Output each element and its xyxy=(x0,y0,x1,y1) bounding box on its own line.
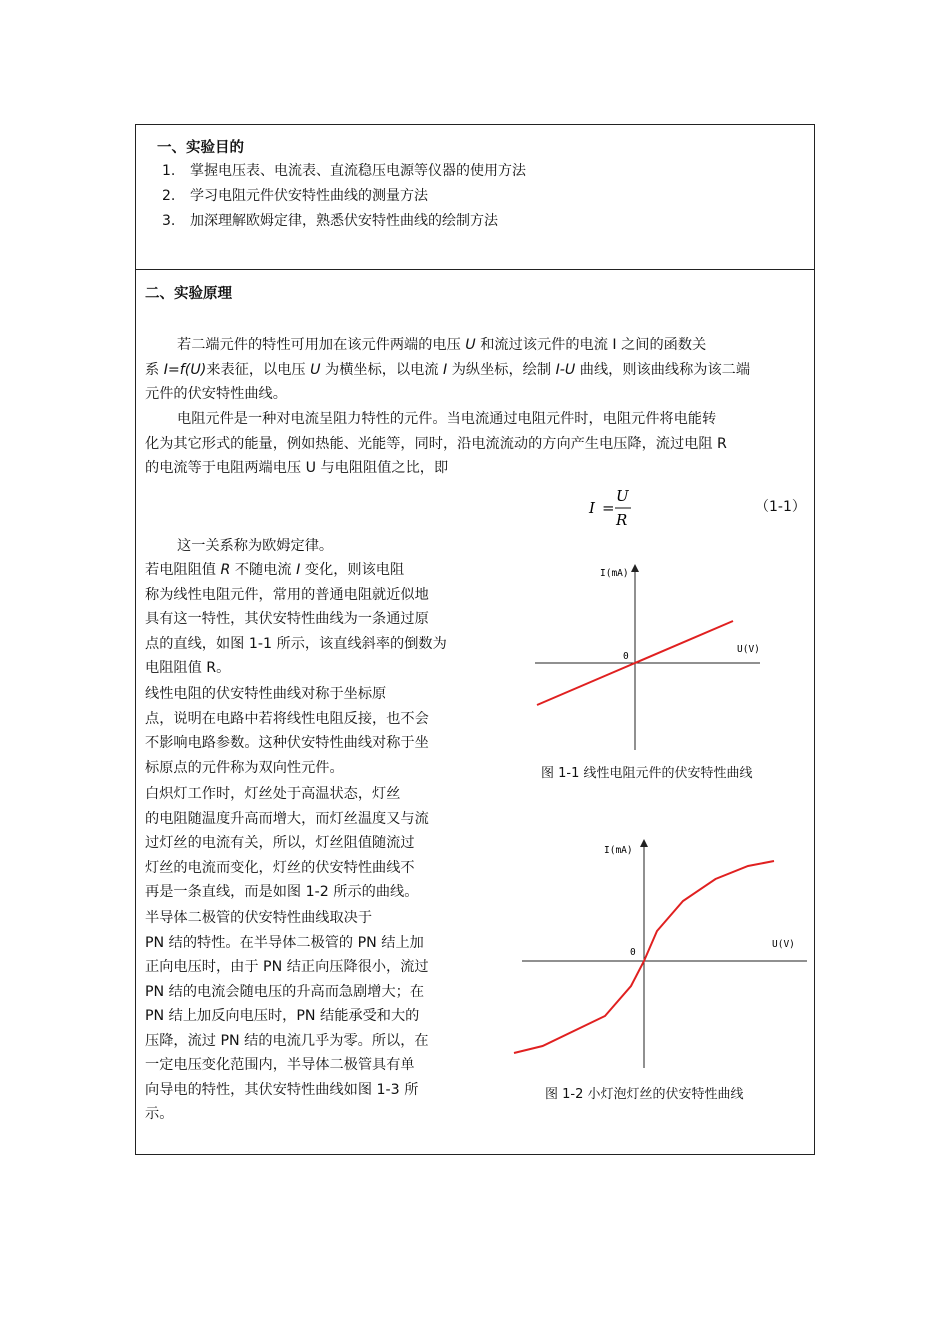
text: PN 结上加反向电压时，PN 结能承受和大的 xyxy=(145,1008,420,1024)
text: 电阻元件是一种对电流呈阻力特性的元件。当电流通过电阻元件时，电阻元件将电能转 xyxy=(177,411,717,427)
list-item-number: 3. xyxy=(162,213,176,229)
figure-1-1-caption: 图 1-1 线性电阻元件的伏安特性曲线 xyxy=(541,766,753,781)
text: 电阻阻值 R。 xyxy=(145,660,231,676)
list-item-number: 1. xyxy=(162,163,176,179)
list-item xyxy=(162,210,498,230)
y-axis-label: I(mA) xyxy=(604,845,633,856)
y-axis-label: I(mA) xyxy=(600,568,629,579)
text: U xyxy=(310,361,321,378)
text: 过灯丝的电流有关，所以，灯丝阻值随流过 xyxy=(145,835,415,851)
text: I xyxy=(296,562,301,578)
text: 曲线，则该曲线称为该二端 xyxy=(579,361,751,378)
text: 示。 xyxy=(145,1106,174,1122)
list-item-text: 掌握电压表、电流表、直流稳压电源等仪器的使用方法 xyxy=(190,163,526,179)
ohm-equation xyxy=(585,484,645,532)
text: 线性电阻的伏安特性曲线对称于坐标原 xyxy=(145,686,387,702)
text: 和流过该元件的电流 I 之间的函数关 xyxy=(480,337,707,353)
origin-label: 0 xyxy=(623,651,629,662)
text: I xyxy=(443,361,448,378)
text: 再是一条直线，而是如图 1-2 所示的曲线。 xyxy=(145,884,419,900)
text: 一定电压变化范围内，半导体二极管具有单 xyxy=(145,1057,415,1073)
x-axis-label: U(V) xyxy=(772,939,795,950)
list-item-text: 加深理解欧姆定律，熟悉伏安特性曲线的绘制方法 xyxy=(190,213,498,229)
figure-1-2-chart xyxy=(512,835,812,1070)
text: R xyxy=(220,562,231,578)
text: 正向电压时，由于 PN 结正向压降很小，流过 xyxy=(145,959,429,975)
text: 向导电的特性，其伏安特性曲线如图 1-3 所 xyxy=(145,1081,419,1098)
list-item xyxy=(162,185,428,205)
text: 这一关系称为欧姆定律。 xyxy=(177,538,334,554)
equation-eq: = xyxy=(602,499,615,517)
text: PN 结的特性。在半导体二极管的 PN 结上加 xyxy=(145,934,424,951)
figure-1-1-chart xyxy=(525,560,765,755)
text: PN 结的电流会随电压的升高而急剧增大；在 xyxy=(145,983,425,1000)
text: 白炽灯工作时，灯丝处于高温状态，灯丝 xyxy=(145,786,401,802)
text: 为横坐标，以电流 xyxy=(325,361,439,378)
list-item xyxy=(162,160,526,180)
text: 若电阻阻值 xyxy=(145,562,216,578)
text: I=f(U) xyxy=(163,361,207,378)
text: 为纵坐标，绘制 xyxy=(451,361,552,378)
equation-label: （1-1） xyxy=(755,499,806,515)
text: 压降，流过 PN 结的电流几乎为零。所以，在 xyxy=(145,1032,429,1049)
section2-title: 二、实验原理 xyxy=(145,286,232,302)
table-divider xyxy=(135,269,815,270)
text: 灯丝的电流而变化，灯丝的伏安特性曲线不 xyxy=(145,859,415,876)
equation-lhs: I xyxy=(589,499,595,517)
paragraph-7 xyxy=(145,906,488,1127)
text: 半导体二极管的伏安特性曲线取决于 xyxy=(145,910,373,926)
text: 称为线性电阻元件，常用的普通电阻就近似地 xyxy=(145,586,429,603)
paragraph-6 xyxy=(145,782,488,905)
list-item-number: 2. xyxy=(162,188,176,204)
text: 系 xyxy=(145,361,160,378)
text: 不影响电路参数。这种伏安特性曲线对称于坐 xyxy=(145,735,429,751)
text: 变化，则该电阻 xyxy=(304,562,405,578)
paragraph-1 xyxy=(145,333,807,407)
equation-numerator: U xyxy=(616,487,629,505)
text: 点的直线，如图 1-1 所示，该直线斜率的倒数为 xyxy=(145,635,447,652)
paragraph-3 xyxy=(145,534,807,559)
origin-label: 0 xyxy=(630,947,636,958)
text: I-U xyxy=(555,361,576,378)
text: 不随电流 xyxy=(234,562,292,578)
text: 元件的伏安特性曲线。 xyxy=(145,386,287,402)
text: 具有这一特性，其伏安特性曲线为一条通过原 xyxy=(145,611,429,627)
equation-denominator: R xyxy=(616,511,628,529)
figure-1-2-caption: 图 1-2 小灯泡灯丝的伏安特性曲线 xyxy=(545,1087,744,1102)
text: 来表征，以电压 xyxy=(206,361,306,378)
paragraph-2 xyxy=(145,407,807,481)
text: 的电阻随温度升高而增大，而灯丝温度又与流 xyxy=(145,810,429,827)
x-axis-label: U(V) xyxy=(737,644,760,655)
text: 化为其它形式的能量，例如热能、光能等，同时，沿电流流动的方向产生电压降，流过电阻 R xyxy=(145,435,727,452)
text: 若二端元件的特性可用加在该元件两端的电压 xyxy=(177,337,461,353)
paragraph-4 xyxy=(145,558,488,681)
list-item-text: 学习电阻元件伏安特性曲线的测量方法 xyxy=(190,188,428,204)
paragraph-5 xyxy=(145,682,488,780)
text: U xyxy=(465,337,476,353)
text: 标原点的元件称为双向性元件。 xyxy=(145,759,344,776)
text: 的电流等于电阻两端电压 U 与电阻阻值之比，即 xyxy=(145,460,449,476)
text: 点，说明在电路中若将线性电阻反接，也不会 xyxy=(145,710,429,727)
section1-title: 一、实验目的 xyxy=(157,140,244,156)
